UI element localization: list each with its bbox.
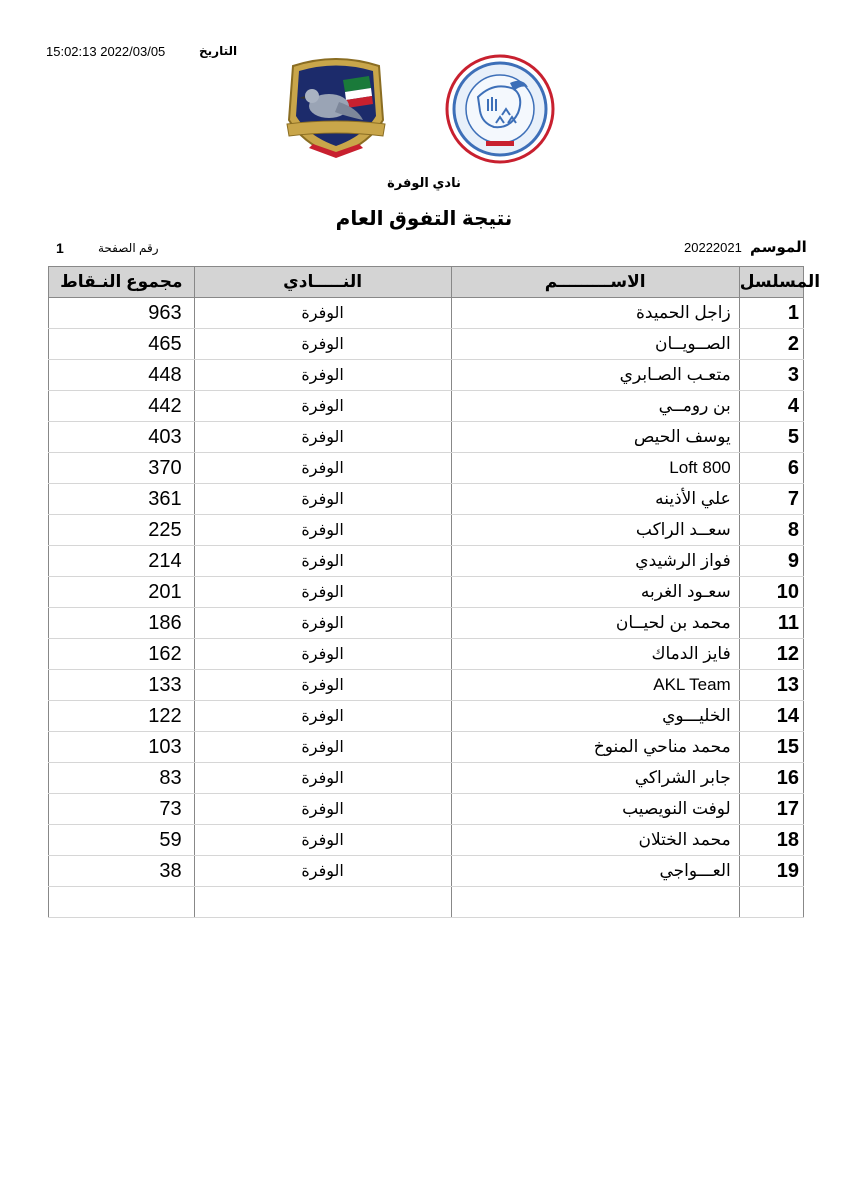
row-serial: 3 <box>739 360 803 391</box>
row-club: الوفرة <box>194 360 451 391</box>
table-row <box>49 298 804 329</box>
al-wafra-club-logo <box>279 58 393 158</box>
table-tail-cell <box>739 887 803 918</box>
page-title: نتيجة التفوق العام <box>335 208 513 230</box>
row-serial: 4 <box>739 391 803 422</box>
row-club: الوفرة <box>194 453 451 484</box>
row-club: الوفرة <box>194 763 451 794</box>
row-name: AKL Team <box>451 670 739 701</box>
table-row <box>49 701 804 732</box>
row-serial: 5 <box>739 422 803 453</box>
table-tail-cell <box>194 887 451 918</box>
row-club: الوفرة <box>194 701 451 732</box>
row-club: الوفرة <box>194 608 451 639</box>
header-club: النـــــادي <box>194 267 451 298</box>
row-name: محمد الختلان <box>451 825 739 856</box>
row-serial: 12 <box>739 639 803 670</box>
row-points: 186 <box>49 608 195 639</box>
row-points: 361 <box>49 484 195 515</box>
results-table <box>48 266 821 918</box>
row-serial: 16 <box>739 763 803 794</box>
row-serial: 19 <box>739 856 803 887</box>
date-label: التاريخ <box>199 44 238 58</box>
row-club: الوفرة <box>194 298 451 329</box>
row-points: 442 <box>49 391 195 422</box>
row-serial: 9 <box>739 546 803 577</box>
row-name: سعـود الغربه <box>451 577 739 608</box>
row-serial: 6 <box>739 453 803 484</box>
row-serial: 13 <box>739 670 803 701</box>
row-serial: 11 <box>739 608 803 639</box>
row-points: 38 <box>49 856 195 887</box>
season-label: الموسم <box>750 239 807 256</box>
table-row <box>49 732 804 763</box>
row-name: علي الأذينه <box>451 484 739 515</box>
table-row <box>49 577 804 608</box>
row-points: 162 <box>49 639 195 670</box>
row-serial: 18 <box>739 825 803 856</box>
row-club: الوفرة <box>194 856 451 887</box>
row-club: الوفرة <box>194 794 451 825</box>
row-serial: 1 <box>739 298 803 329</box>
row-name: سعــد الراكب <box>451 515 739 546</box>
table-tail-cell <box>49 887 195 918</box>
row-club: الوفرة <box>194 825 451 856</box>
row-club: الوفرة <box>194 329 451 360</box>
table-row <box>49 391 804 422</box>
table-row <box>49 484 804 515</box>
row-name: الخليـــوي <box>451 701 739 732</box>
table-row <box>49 360 804 391</box>
table-row <box>49 515 804 546</box>
header-name: الاســـــــــم <box>451 267 739 298</box>
row-name: الصــويــان <box>451 329 739 360</box>
row-name: يوسف الحيص <box>451 422 739 453</box>
row-name: زاجل الحميدة <box>451 298 739 329</box>
date-value: 15:02:13 2022/03/05 <box>46 44 166 59</box>
row-points: 465 <box>49 329 195 360</box>
table-row <box>49 639 804 670</box>
row-serial: 17 <box>739 794 803 825</box>
row-club: الوفرة <box>194 670 451 701</box>
table-row <box>49 453 804 484</box>
club-name: نادي الوفرة <box>387 175 461 190</box>
row-points: 201 <box>49 577 195 608</box>
row-name: بن رومــي <box>451 391 739 422</box>
row-serial: 2 <box>739 329 803 360</box>
row-club: الوفرة <box>194 546 451 577</box>
row-points: 214 <box>49 546 195 577</box>
header-points: مجموع النـقاط <box>49 267 195 298</box>
page-number: 1 <box>56 240 64 256</box>
row-points: 370 <box>49 453 195 484</box>
row-points: 225 <box>49 515 195 546</box>
row-club: الوفرة <box>194 577 451 608</box>
row-name: جابر الشراكي <box>451 763 739 794</box>
row-points: 73 <box>49 794 195 825</box>
row-name: العـــواجي <box>451 856 739 887</box>
table-row <box>49 670 804 701</box>
row-points: 59 <box>49 825 195 856</box>
results-body <box>49 298 804 918</box>
row-name: فايز الدماك <box>451 639 739 670</box>
row-serial: 8 <box>739 515 803 546</box>
row-serial: 10 <box>739 577 803 608</box>
row-club: الوفرة <box>194 484 451 515</box>
table-row <box>49 608 804 639</box>
table-row <box>49 856 804 887</box>
table-row <box>49 546 804 577</box>
row-points: 122 <box>49 701 195 732</box>
row-club: الوفرة <box>194 639 451 670</box>
row-serial: 7 <box>739 484 803 515</box>
table-header-row <box>49 267 804 298</box>
table-row <box>49 794 804 825</box>
page-number-label: رقم الصفحة <box>98 241 159 255</box>
row-name: متعـب الصـابري <box>451 360 739 391</box>
table-row <box>49 329 804 360</box>
row-serial: 14 <box>739 701 803 732</box>
row-points: 83 <box>49 763 195 794</box>
row-name: فواز الرشيدي <box>451 546 739 577</box>
row-name: لوفت النويصيب <box>451 794 739 825</box>
row-club: الوفرة <box>194 422 451 453</box>
row-points: 103 <box>49 732 195 763</box>
row-name: محمد بن لحيــان <box>451 608 739 639</box>
table-row <box>49 422 804 453</box>
row-serial: 15 <box>739 732 803 763</box>
row-name: محمد مناحي المنوخ <box>451 732 739 763</box>
kuwait-racing-pigeon-federation-logo <box>444 53 556 165</box>
season-value: 20222021 <box>684 240 742 255</box>
row-points: 963 <box>49 298 195 329</box>
row-name: Loft 800 <box>451 453 739 484</box>
table-row <box>49 825 804 856</box>
header-serial: المسلسل <box>739 267 803 298</box>
row-club: الوفرة <box>194 732 451 763</box>
row-points: 403 <box>49 422 195 453</box>
table-tail-cell <box>451 887 739 918</box>
row-club: الوفرة <box>194 515 451 546</box>
row-club: الوفرة <box>194 391 451 422</box>
row-points: 448 <box>49 360 195 391</box>
table-row <box>49 763 804 794</box>
table-tail <box>49 887 804 918</box>
row-points: 133 <box>49 670 195 701</box>
